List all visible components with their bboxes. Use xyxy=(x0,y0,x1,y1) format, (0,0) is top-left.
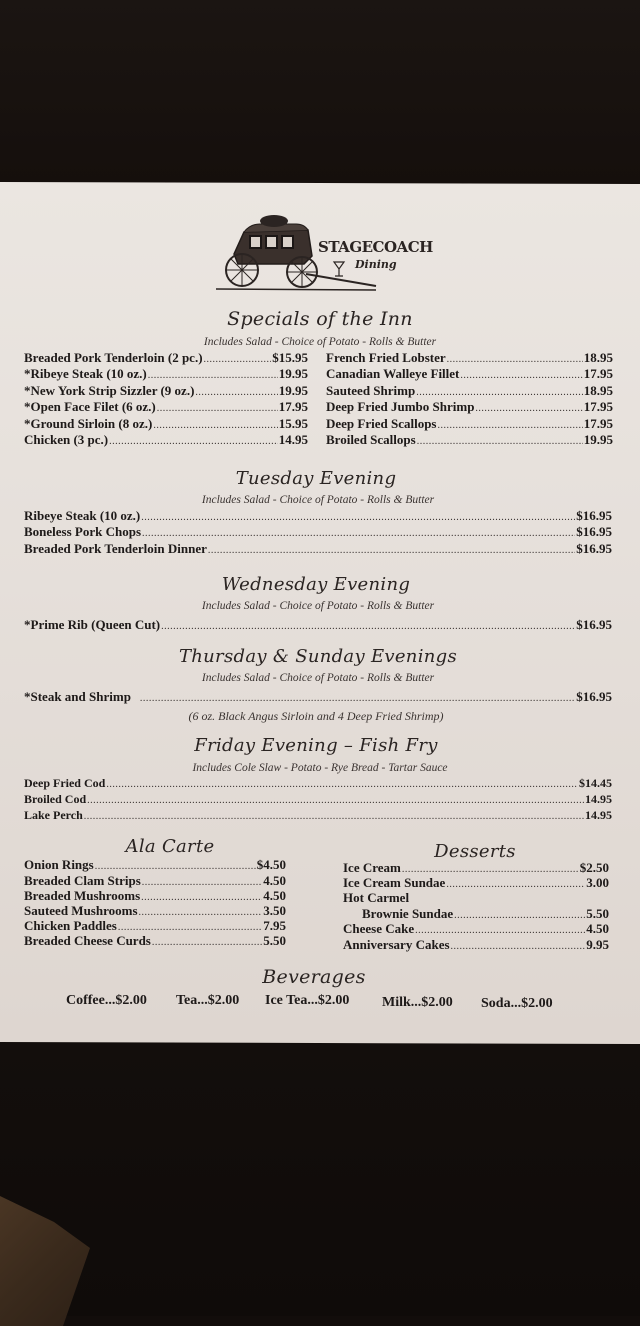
item-name: Breaded Cheese Curds xyxy=(24,933,151,948)
item-name: French Fried Lobster xyxy=(326,350,446,365)
menu-item xyxy=(24,416,308,432)
section-title-wednesday: Wednesday Evening xyxy=(221,574,411,595)
item-price: 4.50 xyxy=(263,873,286,888)
wednesday-includes: Includes Salad - Choice of Potato - Rolls & Butter xyxy=(201,600,435,612)
item-price: 3.00 xyxy=(586,875,609,890)
menu-item xyxy=(24,903,286,919)
item-name: Chicken Paddles xyxy=(24,918,117,933)
item-price: $2.50 xyxy=(579,860,609,875)
item-name: Breaded Pork Tenderloin (2 pc.) xyxy=(24,350,203,365)
item-name: Hot Carmel xyxy=(343,890,410,905)
leader-dots xyxy=(157,403,278,414)
leader-dots xyxy=(454,910,585,921)
leader-dots xyxy=(142,528,575,539)
item-name: *New York Strip Sizzler (9 oz.) xyxy=(24,383,195,398)
item-price: $16.95 xyxy=(576,508,612,523)
leader-dots xyxy=(417,436,583,447)
item-name: Ice Cream xyxy=(343,860,401,875)
leader-dots xyxy=(475,403,582,414)
leader-dots xyxy=(84,811,584,822)
logo-wordmark: STAGECOACH xyxy=(318,238,433,256)
item-name: Boneless Pork Chops xyxy=(24,524,142,539)
leader-dots xyxy=(95,861,256,872)
menu-item xyxy=(24,350,308,366)
item-name: *Steak and Shrimp xyxy=(24,689,131,704)
leader-dots xyxy=(118,922,262,933)
menu-item xyxy=(24,776,612,791)
leader-dots xyxy=(402,864,579,875)
item-name: Chicken (3 pc.) xyxy=(24,432,109,447)
menu-item xyxy=(24,857,286,873)
item-name: Breaded Mushrooms xyxy=(24,888,141,903)
item-name: Broiled Cod xyxy=(24,792,87,806)
item-name: Lake Perch xyxy=(24,808,83,822)
item-price: $4.50 xyxy=(256,857,286,872)
section-title-ala-carte: Ala Carte xyxy=(125,836,215,857)
menu-item xyxy=(24,541,612,557)
item-name: Cheese Cake xyxy=(343,921,415,936)
menu-item xyxy=(343,860,609,876)
menu-item xyxy=(24,383,308,399)
item-name: Sauteed Shrimp xyxy=(326,383,416,398)
leader-dots xyxy=(416,387,583,398)
item-price: 7.95 xyxy=(263,918,286,933)
menu-item xyxy=(343,937,609,953)
leader-dots xyxy=(446,879,585,890)
item-price: 14.95 xyxy=(585,808,612,822)
item-price: 14.95 xyxy=(278,432,308,447)
item-price: $14.45 xyxy=(579,776,612,790)
leader-dots xyxy=(152,937,262,948)
leader-dots xyxy=(142,877,262,888)
item-name: Breaded Clam Strips xyxy=(24,873,141,888)
leader-dots xyxy=(109,436,278,447)
leader-dots xyxy=(460,370,582,381)
section-title-thursday-sunday: Thursday & Sunday Evenings xyxy=(178,646,458,667)
section-title-tuesday: Tuesday Evening xyxy=(235,468,397,489)
thursday-sunday-note: (6 oz. Black Angus Sirloin and 4 Deep Fried Shrimp) xyxy=(188,709,444,723)
item-price: 15.95 xyxy=(278,416,308,431)
beverage-item: Coffee...$2.00 xyxy=(66,993,147,1008)
item-name: *Ribeye Steak (10 oz.) xyxy=(24,366,147,381)
item-price: $16.95 xyxy=(576,689,612,704)
item-name: Deep Fried Cod xyxy=(24,776,106,790)
leader-dots xyxy=(106,779,578,790)
item-name: Anniversary Cakes xyxy=(343,937,450,952)
item-price: 4.50 xyxy=(263,888,286,903)
leader-dots xyxy=(447,354,583,365)
leader-dots xyxy=(438,420,583,431)
item-price: 17.95 xyxy=(583,366,613,381)
beverage-item: Tea...$2.00 xyxy=(176,993,240,1008)
menu-item xyxy=(24,432,308,448)
friday-includes: Includes Cole Slaw - Potato - Rye Bread - Tartar Sauce xyxy=(192,762,448,774)
leader-dots xyxy=(139,907,263,918)
menu-item xyxy=(343,890,609,906)
item-name: Deep Fried Scallops xyxy=(326,416,437,431)
menu-item xyxy=(362,906,609,922)
leader-dots xyxy=(161,621,575,632)
leader-dots xyxy=(153,420,277,431)
item-price: 5.50 xyxy=(586,906,609,921)
item-name: Canadian Walleye Fillet xyxy=(326,366,460,381)
item-name: Ribeye Steak (10 oz.) xyxy=(24,508,141,523)
item-price: 3.50 xyxy=(263,903,286,918)
item-price: 17.95 xyxy=(583,416,613,431)
menu-item xyxy=(24,918,286,934)
menu-item xyxy=(24,617,612,633)
menu-item xyxy=(326,366,613,382)
logo-subtitle: Dining xyxy=(355,258,397,271)
menu-item xyxy=(24,792,612,807)
leader-dots xyxy=(87,795,584,806)
tuesday-includes: Includes Salad - Choice of Potato - Rolls & Butter xyxy=(201,494,435,506)
beverage-item: Soda...$2.00 xyxy=(481,996,553,1011)
leader-dots xyxy=(451,941,586,952)
item-name: Broiled Scallops xyxy=(326,432,416,447)
menu-item xyxy=(24,888,286,904)
menu-item xyxy=(326,399,613,415)
item-price: $16.95 xyxy=(576,541,612,556)
leader-dots xyxy=(140,693,575,704)
item-price: $16.95 xyxy=(576,617,612,632)
item-price: 18.95 xyxy=(583,383,613,398)
dark-table-background-bottom xyxy=(0,1042,640,1316)
item-price: 19.95 xyxy=(583,432,613,447)
item-name: *Prime Rib (Queen Cut) xyxy=(24,617,161,632)
menu-item xyxy=(326,416,613,432)
section-title-friday: Friday Evening – Fish Fry xyxy=(194,735,438,756)
menu-item xyxy=(24,873,286,889)
item-price: 14.95 xyxy=(585,792,612,806)
item-price: 19.95 xyxy=(278,366,308,381)
menu-item xyxy=(343,875,609,891)
thursday-sunday-includes: Includes Salad - Choice of Potato - Rolls & Butter xyxy=(201,672,435,684)
item-name: *Open Face Filet (6 oz.) xyxy=(24,399,156,414)
leader-dots xyxy=(195,387,277,398)
leader-dots xyxy=(148,370,278,381)
menu-item xyxy=(326,383,613,399)
item-name: Ice Cream Sundae xyxy=(343,875,446,890)
item-price: 5.50 xyxy=(263,933,286,948)
item-price: 17.95 xyxy=(278,399,308,414)
section-title-specials: Specials of the Inn xyxy=(227,308,413,330)
item-name: Deep Fried Jumbo Shrimp xyxy=(326,399,475,414)
item-price: 18.95 xyxy=(583,350,613,365)
leader-dots xyxy=(415,925,585,936)
beverage-item: Ice Tea...$2.00 xyxy=(265,993,350,1008)
menu-item xyxy=(343,921,609,937)
item-price: 4.50 xyxy=(586,921,609,936)
menu-item xyxy=(24,524,612,540)
item-price: 19.95 xyxy=(278,383,308,398)
menu-item xyxy=(24,808,612,823)
menu-item xyxy=(24,508,612,524)
leader-dots xyxy=(204,354,272,365)
item-name: Breaded Pork Tenderloin Dinner xyxy=(24,541,207,556)
item-name: Onion Rings xyxy=(24,857,94,872)
menu-item xyxy=(24,366,308,382)
item-price: 17.95 xyxy=(583,399,613,414)
leader-dots xyxy=(208,545,575,556)
menu-item xyxy=(326,350,613,366)
section-title-beverages: Beverages xyxy=(262,966,366,988)
dark-table-background-top xyxy=(0,0,640,184)
item-name: *Ground Sirloin (8 oz.) xyxy=(24,416,153,431)
leader-dots xyxy=(141,892,262,903)
menu-item xyxy=(326,432,613,448)
section-title-desserts: Desserts xyxy=(434,841,516,862)
item-price: $16.95 xyxy=(576,524,612,539)
specials-includes: Includes Salad - Choice of Potato - Rolls & Butter xyxy=(203,336,437,348)
beverage-item: Milk...$2.00 xyxy=(382,995,453,1010)
item-name: Brownie Sundae xyxy=(362,906,454,921)
menu-item xyxy=(24,399,308,415)
menu-item xyxy=(24,689,612,705)
item-name: Sauteed Mushrooms xyxy=(24,903,138,918)
item-price: 9.95 xyxy=(586,937,609,952)
leader-dots xyxy=(141,512,575,523)
menu-item xyxy=(24,933,286,949)
item-price: $15.95 xyxy=(272,350,308,365)
